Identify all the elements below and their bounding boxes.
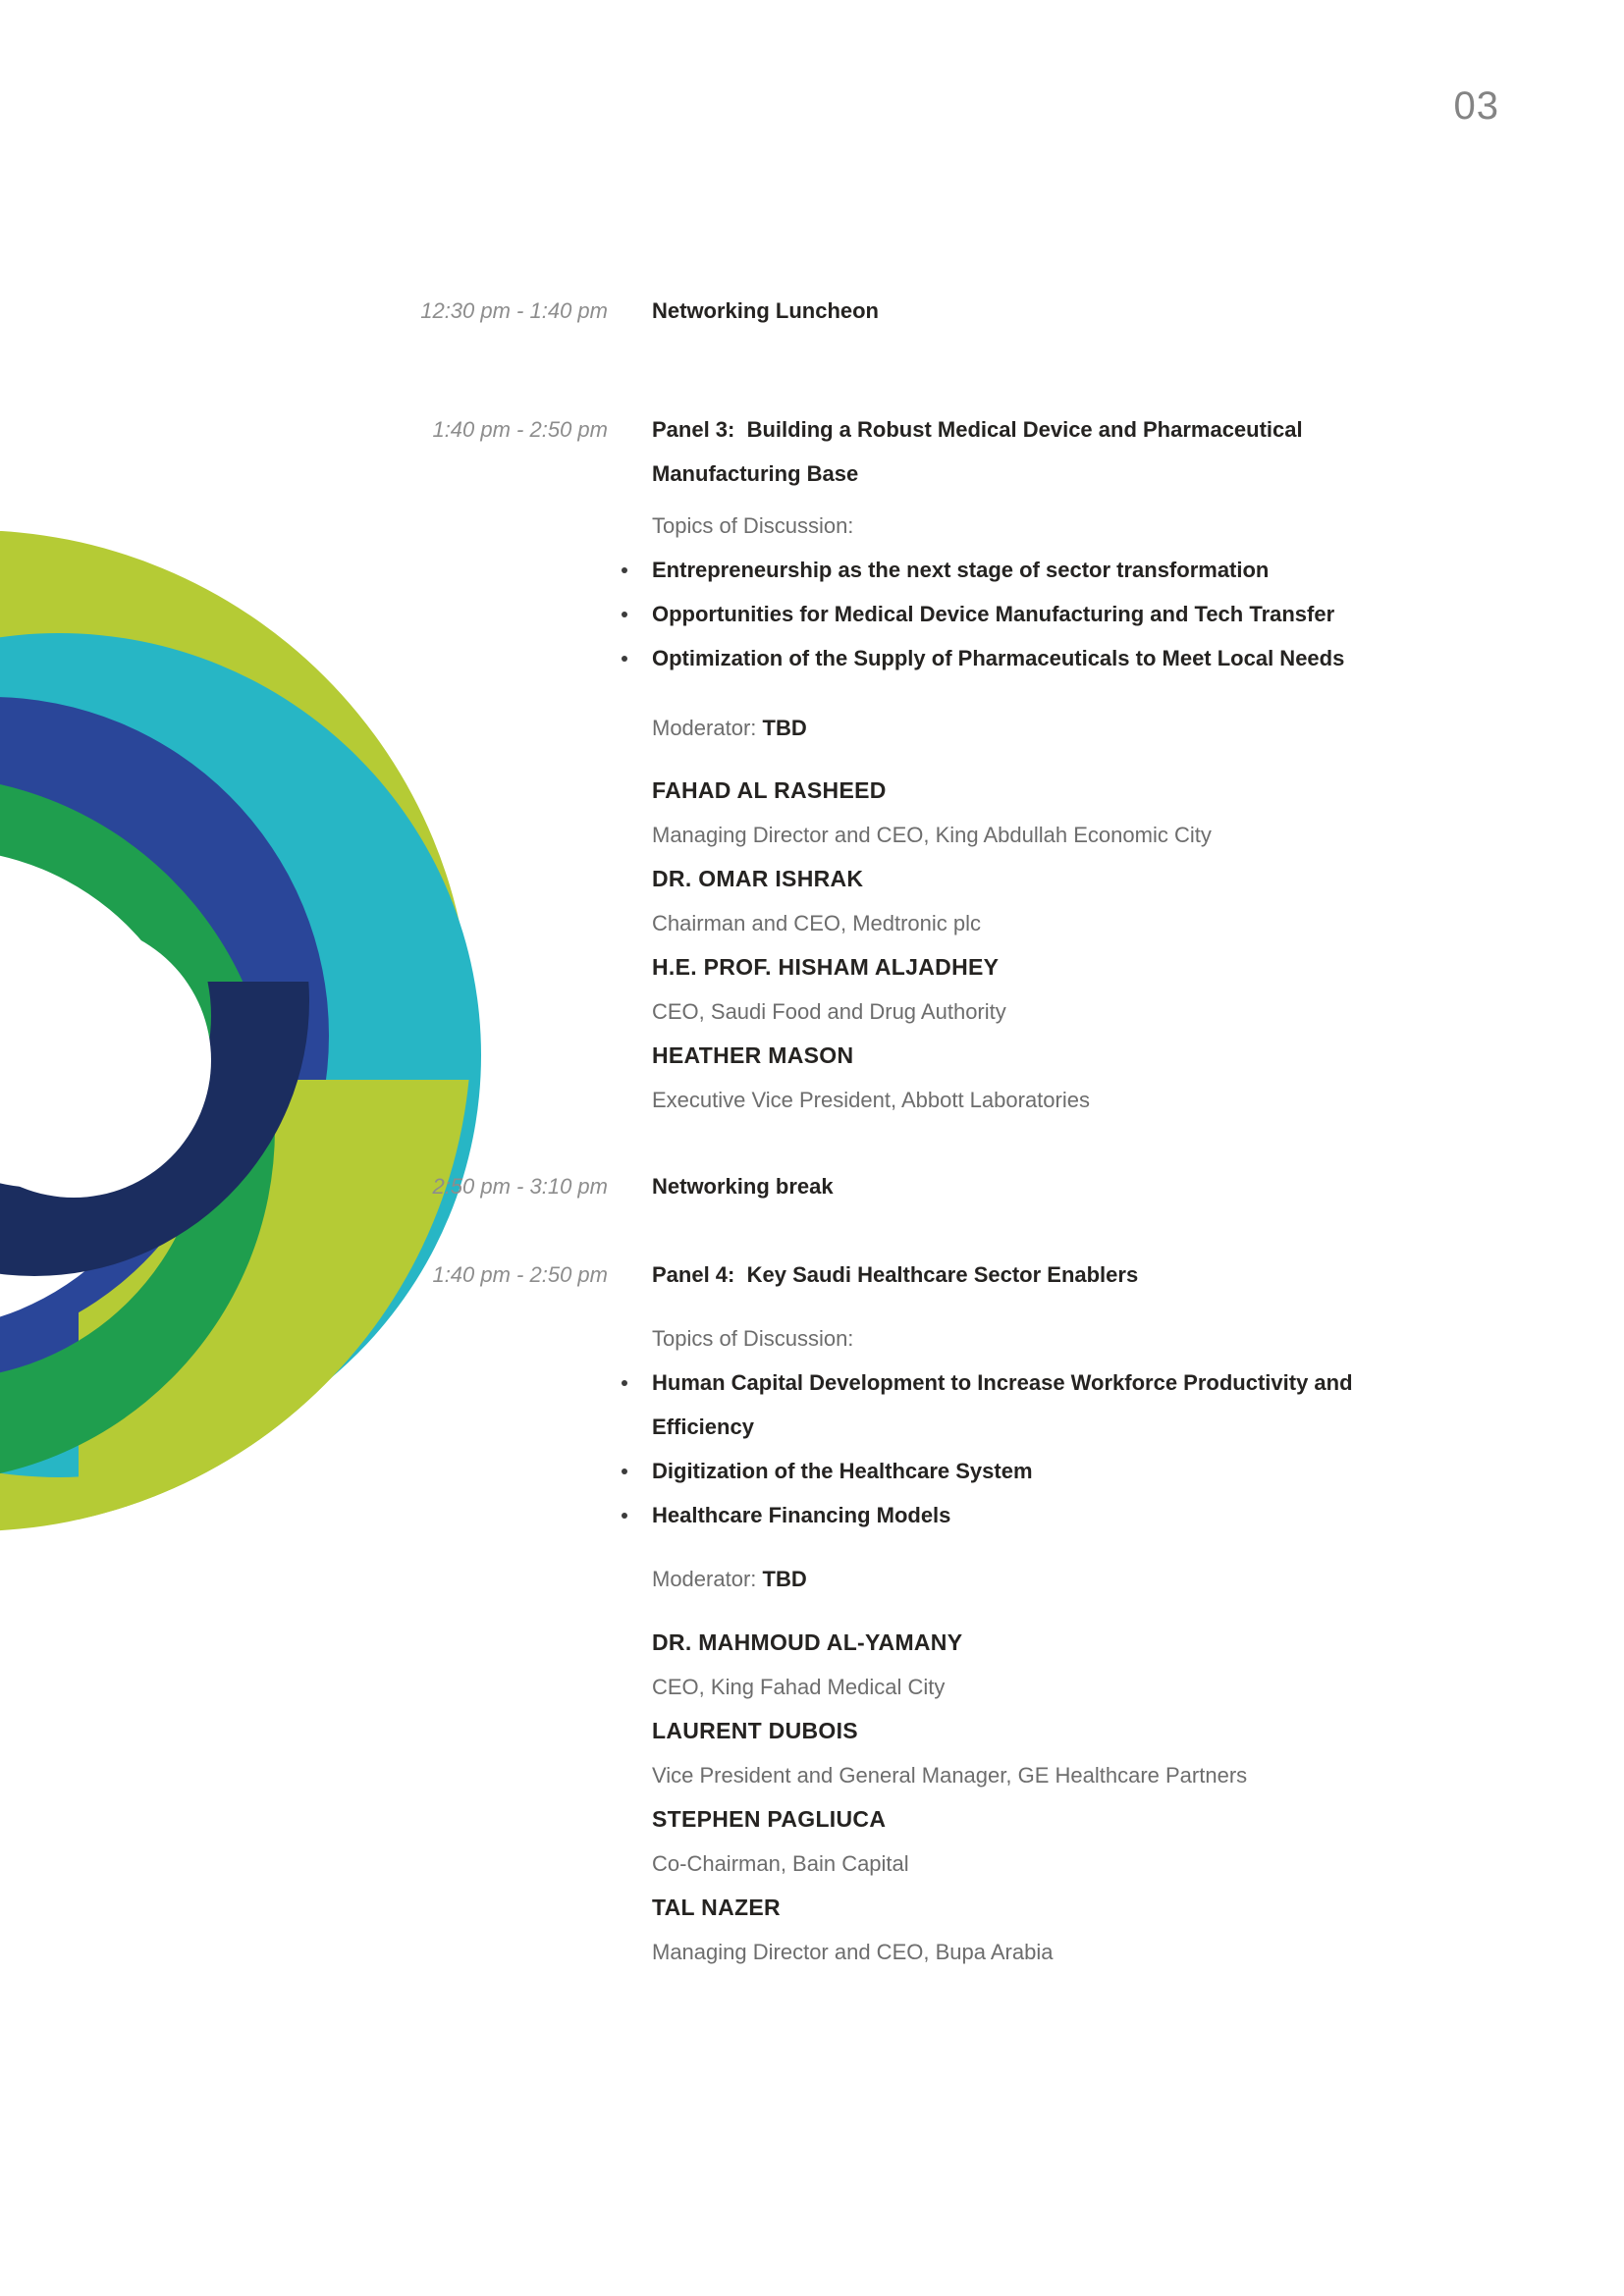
speaker-role: Executive Vice President, Abbott Laboratories — [652, 1088, 1090, 1112]
speaker-role: CEO, Saudi Food and Drug Authority — [652, 999, 1006, 1024]
bullet-icon — [622, 656, 627, 662]
session-row-luncheon — [397, 289, 1522, 333]
speaker-name: TAL NAZER — [652, 1895, 781, 1920]
topic-item — [652, 548, 1457, 592]
panel4-topics — [652, 1316, 1457, 1537]
topic-item — [652, 636, 1457, 680]
bullet-icon — [622, 612, 627, 617]
page-number: 03 — [1453, 84, 1499, 128]
session-time: 1:40 pm - 2:50 pm — [432, 417, 608, 442]
topic-item — [652, 592, 1457, 636]
speaker-role: Managing Director and CEO, Bupa Arabia — [652, 1940, 1054, 1964]
speaker-name: DR. MAHMOUD AL-YAMANY — [652, 1629, 963, 1655]
speaker-name: LAURENT DUBOIS — [652, 1718, 858, 1743]
topic-item — [652, 1361, 1457, 1449]
session-title: Networking break — [652, 1174, 834, 1199]
speaker-name: STEPHEN PAGLIUCA — [652, 1806, 887, 1832]
session-title: Networking Luncheon — [652, 298, 879, 323]
agenda-schedule — [397, 289, 1522, 1974]
topic-text: Optimization of the Supply of Pharmaceuticals to Meet Local Needs — [652, 646, 1345, 670]
panel4-speakers — [652, 1621, 1457, 1974]
session-row-break — [397, 1164, 1522, 1208]
bullet-icon — [622, 1468, 627, 1474]
topic-item — [652, 1449, 1457, 1493]
session-time: 1:40 pm - 2:50 pm — [432, 1262, 608, 1287]
session-row-panel3 — [397, 407, 1522, 496]
session-row-panel4 — [397, 1253, 1522, 1297]
topic-text: Healthcare Financing Models — [652, 1503, 951, 1527]
panel3-moderator — [652, 706, 1457, 750]
session-title: Panel 4: Key Saudi Healthcare Sector Enablers — [652, 1262, 1139, 1287]
speaker-role: Vice President and General Manager, GE Healthcare Partners — [652, 1763, 1248, 1788]
speaker-name: DR. OMAR ISHRAK — [652, 866, 864, 891]
session-title: Panel 3: Building a Robust Medical Device and Pharmaceutical Manufacturing Base — [652, 417, 1309, 486]
bullet-icon — [622, 1380, 627, 1386]
speaker-name: H.E. PROF. HISHAM ALJADHEY — [652, 954, 1000, 980]
speaker-role: Co-Chairman, Bain Capital — [652, 1851, 909, 1876]
moderator-name: TBD — [762, 1567, 807, 1591]
bullet-icon — [622, 567, 627, 573]
session-time: 2:50 pm - 3:10 pm — [432, 1174, 608, 1199]
speaker-name: FAHAD AL RASHEED — [652, 777, 887, 803]
topics-label: Topics of Discussion: — [652, 513, 854, 538]
speaker-name: HEATHER MASON — [652, 1042, 854, 1068]
topic-text: Human Capital Development to Increase Workforce Productivity and Efficiency — [652, 1370, 1353, 1439]
panel4-moderator — [652, 1557, 1457, 1601]
topic-text: Opportunities for Medical Device Manufacturing and Tech Transfer — [652, 602, 1335, 626]
speaker-role: Managing Director and CEO, King Abdullah Economic City — [652, 823, 1212, 847]
moderator-label: Moderator: — [652, 1567, 763, 1591]
panel3-speakers — [652, 769, 1457, 1122]
bullet-icon — [622, 1513, 627, 1519]
speaker-role: Chairman and CEO, Medtronic plc — [652, 911, 982, 935]
topic-text: Entrepreneurship as the next stage of sector transformation — [652, 558, 1270, 582]
panel3-topics — [652, 504, 1457, 680]
session-time: 12:30 pm - 1:40 pm — [420, 298, 608, 323]
speaker-role: CEO, King Fahad Medical City — [652, 1675, 946, 1699]
moderator-label: Moderator: — [652, 716, 763, 740]
moderator-name: TBD — [762, 716, 807, 740]
topic-text: Digitization of the Healthcare System — [652, 1459, 1033, 1483]
topics-label: Topics of Discussion: — [652, 1326, 854, 1351]
topic-item — [652, 1493, 1457, 1537]
